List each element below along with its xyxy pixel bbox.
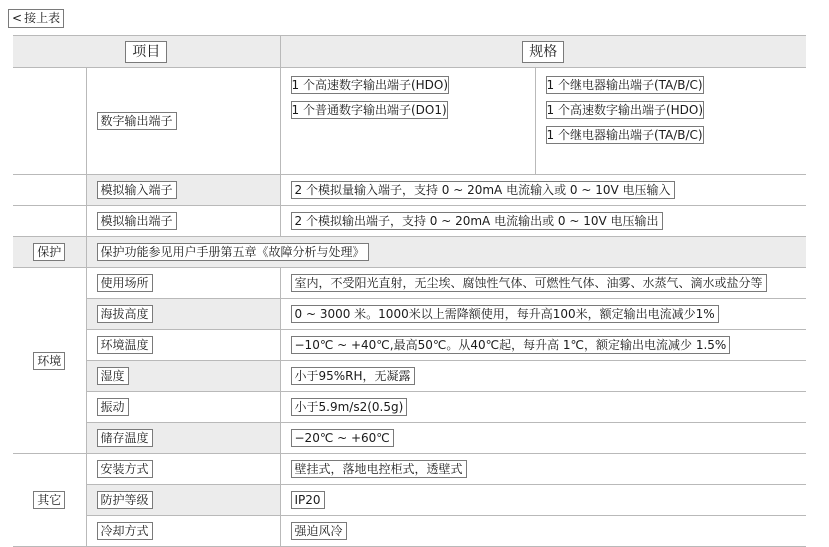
cell-text: 2 个模拟输出端子，支持 0 ~ 20mA 电流输出或 0 ~ 10V 电压输出 <box>291 212 663 230</box>
cell-text: 室内，不受阳光直射，无尘埃、腐蚀性气体、可燃性气体、油雾、水蒸气、滴水或盐分等 <box>291 274 767 292</box>
table-row <box>13 423 806 454</box>
header-item <box>13 36 280 68</box>
item-cell <box>86 423 280 454</box>
cell-text: 湿度 <box>97 367 129 385</box>
value-cell <box>280 423 806 454</box>
table-row <box>13 361 806 392</box>
cell-text: 模拟输出端子 <box>97 212 177 230</box>
cell-text: −20℃ ~ +60℃ <box>291 429 394 447</box>
cell-text: IP20 <box>291 491 325 509</box>
cell-text: 使用场所 <box>97 274 153 292</box>
value-cell <box>280 206 806 237</box>
item-cell <box>86 361 280 392</box>
cell-text: 防护等级 <box>97 491 153 509</box>
cell-text: 保护功能参见用户手册第五章《故障分析与处理》 <box>97 243 369 261</box>
cell-text: 海拔高度 <box>97 305 153 323</box>
cell-text: −10℃ ~ +40℃,最高50℃。从40℃起，每升高 1℃，额定输出电流减少 1.5% <box>291 336 731 354</box>
item-cell <box>86 485 280 516</box>
cell-text: 保护 <box>33 243 65 261</box>
item-cell <box>86 299 280 330</box>
cell-text: 1 个继电器输出端子(TA/B/C) <box>546 128 703 142</box>
spec-table <box>13 35 806 547</box>
item-cell <box>86 175 280 206</box>
table-row <box>13 68 806 175</box>
back-label: 接上表 <box>24 11 61 25</box>
cell-text: 壁挂式，落地电控柜式，透壁式 <box>291 460 467 478</box>
value-cell <box>280 299 806 330</box>
cell-text: 1 个普通数字输出端子(DO1) <box>291 103 447 117</box>
value-cell <box>280 485 806 516</box>
table-row <box>13 330 806 361</box>
value-cell <box>280 361 806 392</box>
cell-text: 项目 <box>125 41 167 63</box>
item-cell <box>86 392 280 423</box>
cell-text: 0 ~ 3000 米。1000米以上需降额使用，每升高100米，额定输出电流减少1% <box>291 305 719 323</box>
value-cell <box>280 268 806 299</box>
value-cell <box>280 516 806 547</box>
cell-text: 1 个高速数字输出端子(HDO) <box>291 78 449 92</box>
value-cell <box>280 175 806 206</box>
table-row <box>13 299 806 330</box>
value-cell <box>86 237 806 268</box>
item-cell <box>86 516 280 547</box>
cell-text: 环境温度 <box>97 336 153 354</box>
cell-text: 储存温度 <box>97 429 153 447</box>
table-row <box>13 392 806 423</box>
cell-text: 强迫风冷 <box>291 522 347 540</box>
header-spec <box>280 36 806 68</box>
table-row <box>13 454 806 485</box>
back-link[interactable] <box>8 9 64 28</box>
category-cell <box>13 237 86 268</box>
cell-text: 1 个高速数字输出端子(HDO) <box>546 103 704 117</box>
item-cell <box>86 68 280 175</box>
item-cell <box>86 206 280 237</box>
table-row <box>13 206 806 237</box>
table-row <box>13 237 806 268</box>
value-cell <box>280 392 806 423</box>
cell-text: 数字输出端子 <box>97 112 177 130</box>
table-row <box>13 268 806 299</box>
cell-text: 1 个继电器输出端子(TA/B/C) <box>546 78 703 92</box>
value-cell <box>280 68 535 175</box>
category-cell <box>13 68 86 175</box>
table-row <box>13 516 806 547</box>
table-row <box>13 485 806 516</box>
value-cell <box>280 454 806 485</box>
table-row <box>13 175 806 206</box>
cell-text: 振动 <box>97 398 129 416</box>
item-cell <box>86 454 280 485</box>
category-cell <box>13 268 86 454</box>
cell-text: 环境 <box>33 352 65 370</box>
category-cell <box>13 454 86 547</box>
value-cell <box>535 68 806 175</box>
item-cell <box>86 330 280 361</box>
cell-text: 其它 <box>33 491 65 509</box>
chevron-left-icon: < <box>12 11 23 25</box>
cell-text: 冷却方式 <box>97 522 153 540</box>
value-cell <box>280 330 806 361</box>
cell-text: 安装方式 <box>97 460 153 478</box>
cell-text: 小于95%RH，无凝露 <box>291 367 415 385</box>
cell-text: 2 个模拟量输入端子，支持 0 ~ 20mA 电流输入或 0 ~ 10V 电压输入 <box>291 181 675 199</box>
item-cell <box>86 268 280 299</box>
cell-text: 规格 <box>522 41 564 63</box>
cell-text: 小于5.9m/s2(0.5g) <box>291 398 408 416</box>
cell-text: 模拟输入端子 <box>97 181 177 199</box>
